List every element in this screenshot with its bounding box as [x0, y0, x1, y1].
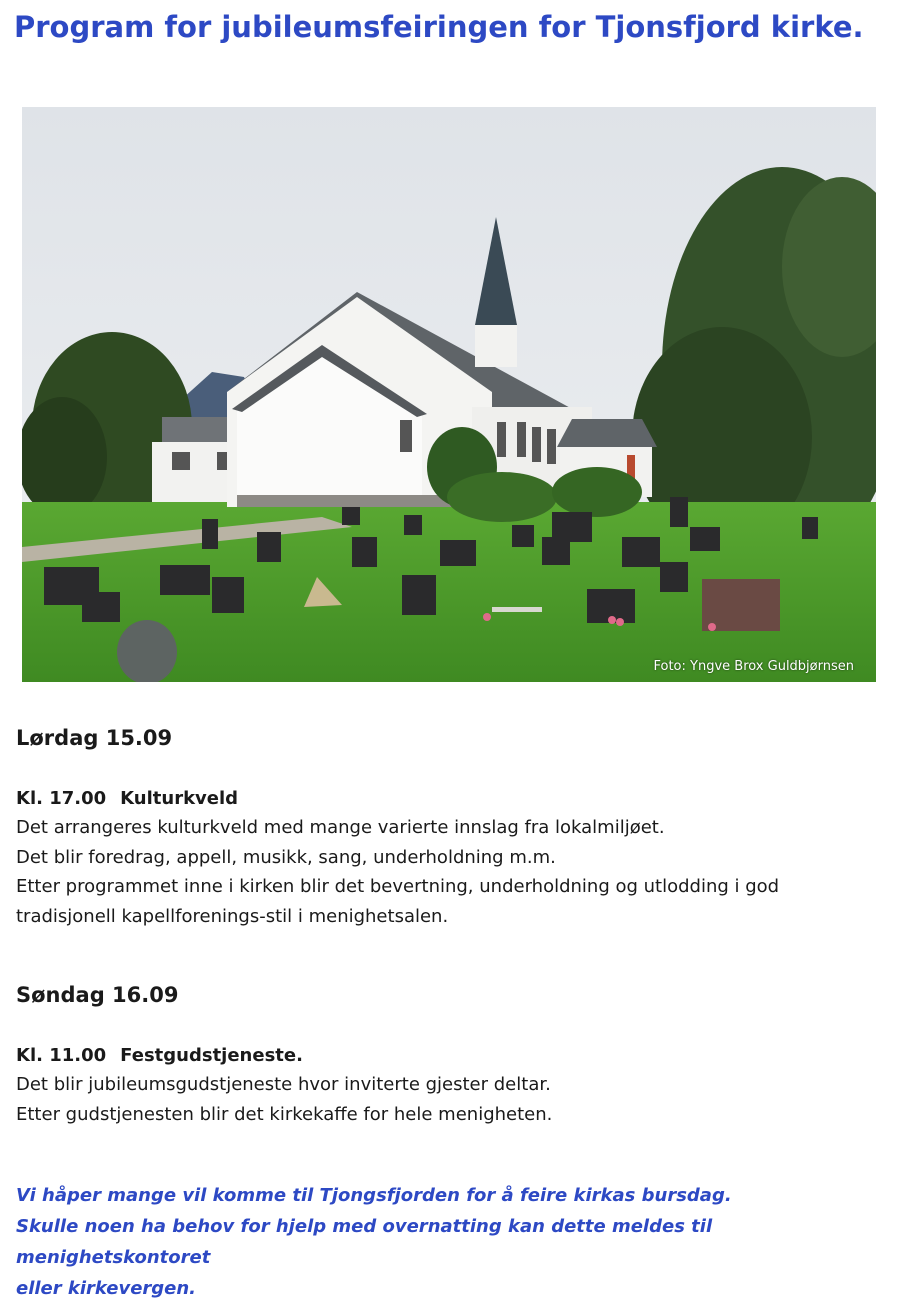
- description-line: Etter programmet inne i kirken blir det bevertning, underholdning og utlodding i god: [16, 876, 780, 897]
- event-name: Festgudstjeneste.: [120, 1045, 303, 1066]
- day-heading-saturday: Lørdag 15.09: [16, 726, 173, 750]
- event-description-saturday: [16, 813, 896, 931]
- page-title: Program for jubileumsfeiringen for Tjonsfjord kirke.: [14, 10, 864, 44]
- church-photo: [22, 107, 876, 682]
- description-line: Etter gudstjenesten blir det kirkekaffe for hele menigheten.: [16, 1103, 553, 1125]
- description-line: tradisjonell kapellforenings-stil i menighetsalen.: [16, 905, 449, 927]
- description-line: Det arrangeres kulturkveld med mange varierte innslag fra lokalmiljøet.: [16, 817, 665, 838]
- event-time: Kl. 17.00: [16, 788, 107, 809]
- event-description-sunday: [16, 1070, 896, 1129]
- event-name: Kulturkveld: [120, 788, 239, 809]
- event-heading-festgudstjeneste: [16, 1045, 303, 1066]
- description-line: Det blir foredrag, appell, musikk, sang, underholdning m.m.: [16, 846, 556, 868]
- church-illustration: [22, 107, 876, 682]
- event-heading-kulturkveld: [16, 788, 238, 809]
- closing-line: Vi håper mange vil komme til Tjongsfjorden for å feire kirkas bursdag.: [16, 1185, 732, 1206]
- closing-line: Skulle noen ha behov for hjelp med overnatting kan dette meldes til menighetskontoret: [16, 1216, 713, 1268]
- description-line: Det blir jubileumsgudstjeneste hvor inviterte gjester deltar.: [16, 1074, 551, 1095]
- closing-note: [16, 1180, 896, 1304]
- closing-line: eller kirkevergen.: [16, 1278, 197, 1299]
- event-time: Kl. 11.00: [16, 1045, 107, 1066]
- day-heading-sunday: Søndag 16.09: [16, 983, 179, 1007]
- photo-credit: Foto: Yngve Brox Guldbjørnsen: [653, 659, 854, 674]
